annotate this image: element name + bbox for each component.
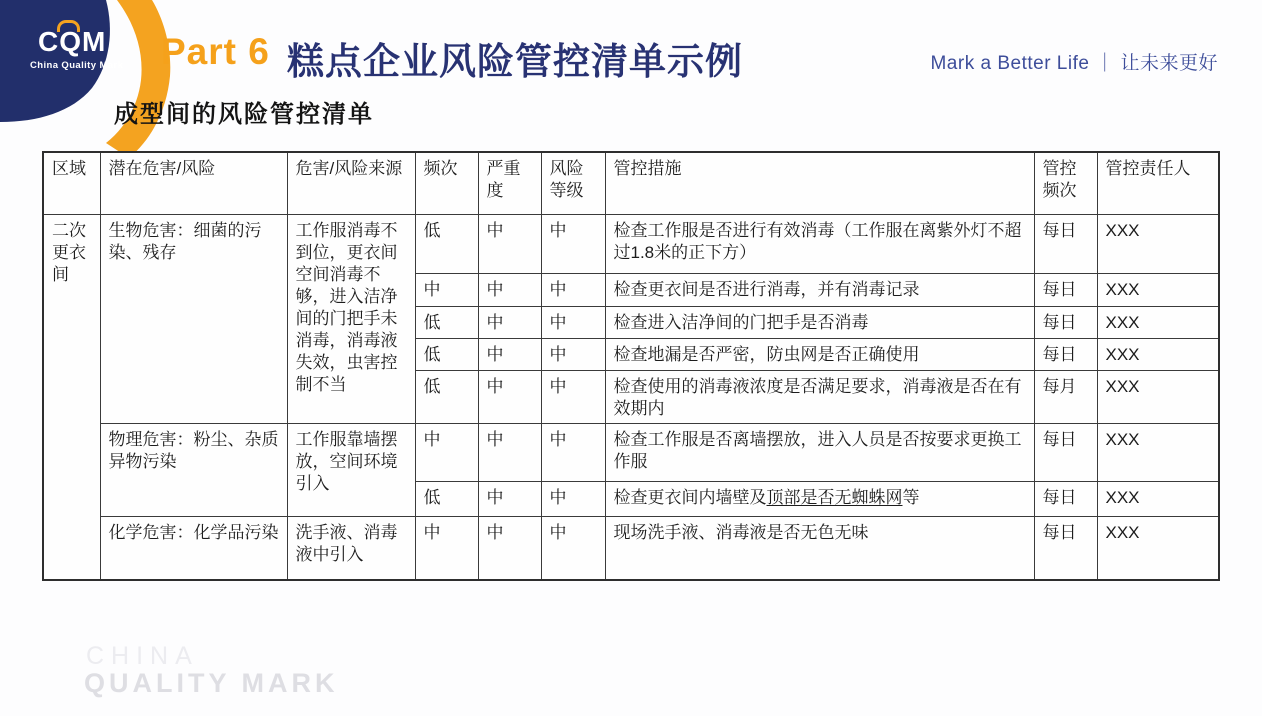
region-cell: 二次 更衣 间	[43, 214, 100, 580]
measure-cell: 检查进入洁净间的门把手是否消毒	[605, 306, 1034, 338]
logo-text: CQM	[38, 26, 107, 57]
col-header-region: 区域	[43, 152, 100, 214]
source-cell: 工作服消毒不到位，更衣间空间消毒不够，进入洁净间的门把手未消毒，消毒液失效，虫害控制不当	[287, 214, 415, 423]
col-header-measure: 管控措施	[605, 152, 1034, 214]
control-frequency-cell: 每日	[1034, 338, 1097, 370]
logo-subtext: China Quality Mark	[30, 60, 124, 71]
table-row	[43, 516, 1219, 580]
owner-cell: XXX	[1097, 423, 1219, 481]
severity-cell: 中	[478, 423, 541, 481]
measure-cell: 检查工作服是否离墙摆放，进入人员是否按要求更换工作服	[605, 423, 1034, 481]
severity-cell: 中	[478, 214, 541, 273]
frequency-cell: 中	[415, 516, 478, 580]
measure-underlined-text: 顶部是否无蜘蛛网	[766, 487, 903, 507]
col-header-source: 危害/风险来源	[287, 152, 415, 214]
control-frequency-cell: 每月	[1034, 370, 1097, 423]
control-frequency-cell: 每日	[1034, 273, 1097, 306]
source-cell: 工作服靠墙摆放，空间环境引入	[287, 423, 415, 516]
owner-cell: XXX	[1097, 370, 1219, 423]
risk-level-cell: 中	[541, 370, 605, 423]
frequency-cell: 中	[415, 423, 478, 481]
col-header-owner: 管控责任人	[1097, 152, 1219, 214]
risk-table-body	[43, 214, 1219, 580]
part-label: Part 6	[161, 31, 270, 72]
page-title: 糕点企业风险管控清单示例	[287, 41, 743, 82]
hazard-cell: 物理危害：粉尘、杂质异物污染	[100, 423, 287, 516]
frequency-cell: 低	[415, 370, 478, 423]
risk-level-cell: 中	[541, 214, 605, 273]
section-subtitle: 成型间的风险管控清单	[114, 101, 374, 128]
control-frequency-cell: 每日	[1034, 516, 1097, 580]
control-frequency-cell: 每日	[1034, 214, 1097, 273]
col-header-severity: 严重度	[478, 152, 541, 214]
severity-cell: 中	[478, 306, 541, 338]
severity-cell: 中	[478, 273, 541, 306]
severity-cell: 中	[478, 516, 541, 580]
watermark-quality-mark: QUALITY MARK	[84, 668, 339, 698]
owner-cell: XXX	[1097, 481, 1219, 516]
risk-level-cell: 中	[541, 516, 605, 580]
frequency-cell: 中	[415, 273, 478, 306]
control-frequency-cell: 每日	[1034, 306, 1097, 338]
severity-cell: 中	[478, 481, 541, 516]
severity-cell: 中	[478, 370, 541, 423]
owner-cell: XXX	[1097, 214, 1219, 273]
owner-cell: XXX	[1097, 516, 1219, 580]
risk-level-cell: 中	[541, 423, 605, 481]
col-header-frequency: 频次	[415, 152, 478, 214]
risk-table	[42, 151, 1220, 581]
col-header-risk-level: 风险等级	[541, 152, 605, 214]
col-header-control-frequency: 管控频次	[1034, 152, 1097, 214]
table-row	[43, 423, 1219, 481]
risk-table-wrap	[42, 151, 1220, 581]
frequency-cell: 低	[415, 338, 478, 370]
risk-level-cell: 中	[541, 338, 605, 370]
owner-cell: XXX	[1097, 273, 1219, 306]
control-frequency-cell: 每日	[1034, 423, 1097, 481]
cqm-logo-shape	[0, 0, 220, 162]
risk-level-cell: 中	[541, 306, 605, 338]
owner-cell: XXX	[1097, 306, 1219, 338]
measure-cell: 检查更衣间是否进行消毒，并有消毒记录	[605, 273, 1034, 306]
measure-cell: 检查使用的消毒液浓度是否满足要求，消毒液是否在有效期内	[605, 370, 1034, 423]
measure-cell: 检查地漏是否严密，防虫网是否正确使用	[605, 338, 1034, 370]
measure-cell: 检查工作服是否进行有效消毒（工作服在离紫外灯不超过1.8米的正下方）	[605, 214, 1034, 273]
risk-level-cell: 中	[541, 273, 605, 306]
source-cell: 洗手液、消毒液中引入	[287, 516, 415, 580]
measure-cell: 检查更衣间内墙壁及顶部是否无蜘蛛网等	[605, 481, 1034, 516]
header-row	[43, 152, 1219, 214]
risk-level-cell: 中	[541, 481, 605, 516]
owner-cell: XXX	[1097, 338, 1219, 370]
logo-orange-swoosh	[106, 0, 170, 158]
control-frequency-cell: 每日	[1034, 481, 1097, 516]
hazard-cell: 生物危害：细菌的污染、残存	[100, 214, 287, 423]
frequency-cell: 低	[415, 214, 478, 273]
table-row	[43, 214, 1219, 273]
frequency-cell: 低	[415, 306, 478, 338]
measure-cell: 现场洗手液、消毒液是否无色无味	[605, 516, 1034, 580]
watermark-china: CHINA	[86, 642, 199, 670]
frequency-cell: 低	[415, 481, 478, 516]
brand-tagline: Mark a Better Life ｜ 让未来更好	[930, 53, 1218, 74]
col-header-hazard: 潜在危害/风险	[100, 152, 287, 214]
risk-table-head	[43, 152, 1219, 214]
hazard-cell: 化学危害：化学品污染	[100, 516, 287, 580]
severity-cell: 中	[478, 338, 541, 370]
